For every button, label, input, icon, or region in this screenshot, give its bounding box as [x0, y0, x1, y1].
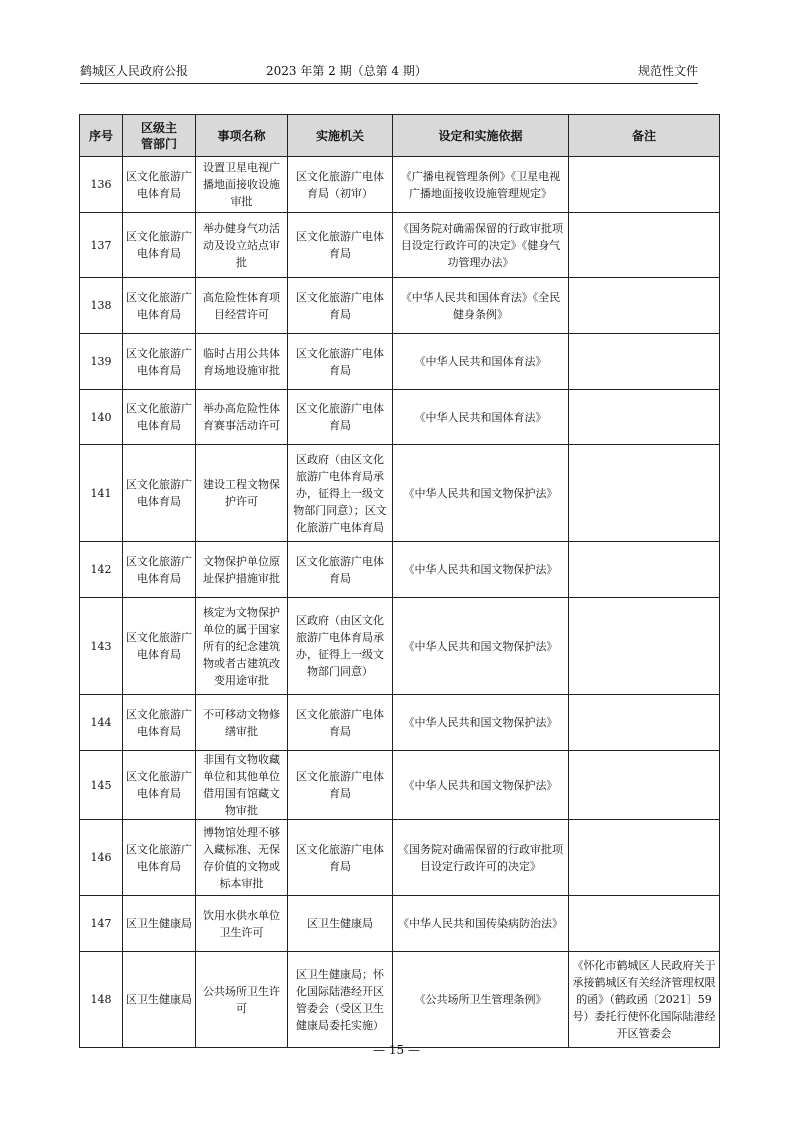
cell-department: 区卫生健康局 [123, 896, 196, 952]
cell-number: 146 [80, 820, 123, 896]
cell-basis: 《中华人民共和国体育法》 [393, 390, 569, 445]
cell-basis: 《中华人民共和国文物保护法》 [393, 751, 569, 820]
cell-department: 区文化旅游广电体育局 [123, 820, 196, 896]
cell-item: 饮用水供水单位卫生许可 [196, 896, 288, 952]
cell-note [569, 157, 720, 213]
cell-department: 区文化旅游广电体育局 [123, 334, 196, 390]
cell-note [569, 896, 720, 952]
cell-basis: 《中华人民共和国文物保护法》 [393, 542, 569, 598]
table-row [80, 542, 720, 598]
cell-note [569, 751, 720, 820]
cell-agency: 区文化旅游广电体育局 [288, 278, 393, 334]
table-row [80, 213, 720, 278]
cell-agency: 区文化旅游广电体育局 [288, 390, 393, 445]
table-row [80, 952, 720, 1048]
cell-agency: 区卫生健康局 [288, 896, 393, 952]
cell-number: 148 [80, 952, 123, 1048]
approval-items-table [79, 114, 720, 1048]
issue-number: 2023 年第 2 期（总第 4 期） [266, 64, 427, 78]
cell-agency: 区文化旅游广电体育局 [288, 213, 393, 278]
cell-department: 区文化旅游广电体育局 [123, 278, 196, 334]
cell-item: 文物保护单位原址保护措施审批 [196, 542, 288, 598]
running-header [80, 62, 698, 82]
cell-item: 核定为文物保护单位的属于国家所有的纪念建筑物或者古建筑改变用途审批 [196, 598, 288, 695]
cell-basis: 《国务院对确需保留的行政审批项目设定行政许可的决定》 [393, 820, 569, 896]
cell-note [569, 334, 720, 390]
cell-note [569, 213, 720, 278]
cell-item: 博物馆处理不够入藏标准、无保存价值的文物或标本审批 [196, 820, 288, 896]
cell-note [569, 542, 720, 598]
cell-number: 144 [80, 695, 123, 751]
cell-department: 区文化旅游广电体育局 [123, 695, 196, 751]
cell-note [569, 278, 720, 334]
column-header-agency: 实施机关 [288, 115, 393, 157]
page-number: — 15 — [373, 1043, 420, 1057]
table-row [80, 896, 720, 952]
cell-item: 临时占用公共体育场地设施审批 [196, 334, 288, 390]
cell-number: 145 [80, 751, 123, 820]
cell-basis: 《广播电视管理条例》《卫星电视广播地面接收设施管理规定》 [393, 157, 569, 213]
cell-item: 不可移动文物修缮审批 [196, 695, 288, 751]
cell-agency: 区文化旅游广电体育局 [288, 542, 393, 598]
column-header-number: 序号 [80, 115, 123, 157]
cell-number: 141 [80, 445, 123, 542]
cell-department: 区文化旅游广电体育局 [123, 157, 196, 213]
cell-basis: 《中华人民共和国传染病防治法》 [393, 896, 569, 952]
cell-department: 区卫生健康局 [123, 952, 196, 1048]
table-row [80, 278, 720, 334]
cell-item: 举办健身气功活动及设立站点审批 [196, 213, 288, 278]
table-row [80, 598, 720, 695]
cell-number: 142 [80, 542, 123, 598]
table-row [80, 820, 720, 896]
cell-item: 举办高危险性体育赛事活动许可 [196, 390, 288, 445]
cell-number: 139 [80, 334, 123, 390]
table-row [80, 695, 720, 751]
cell-agency: 区文化旅游广电体育局 [288, 751, 393, 820]
cell-department: 区文化旅游广电体育局 [123, 390, 196, 445]
column-header-item: 事项名称 [196, 115, 288, 157]
cell-basis: 《中华人民共和国文物保护法》 [393, 445, 569, 542]
cell-agency: 区政府（由区文化旅游广电体育局承办，征得上一级文物部门同意）；区文化旅游广电体育局 [288, 445, 393, 542]
table-row [80, 390, 720, 445]
cell-item: 建设工程文物保护许可 [196, 445, 288, 542]
cell-agency: 区文化旅游广电体育局 [288, 820, 393, 896]
cell-basis: 《公共场所卫生管理条例》 [393, 952, 569, 1048]
cell-basis: 《中华人民共和国体育法》 [393, 334, 569, 390]
cell-number: 136 [80, 157, 123, 213]
cell-department: 区文化旅游广电体育局 [123, 751, 196, 820]
table-row [80, 157, 720, 213]
cell-basis: 《中华人民共和国文物保护法》 [393, 695, 569, 751]
cell-agency: 区政府（由区文化旅游广电体育局承办，征得上一级文物部门同意） [288, 598, 393, 695]
cell-number: 140 [80, 390, 123, 445]
cell-department: 区文化旅游广电体育局 [123, 445, 196, 542]
cell-agency: 区文化旅游广电体育局 [288, 695, 393, 751]
cell-note: 《怀化市鹤城区人民政府关于承接鹤城区有关经济管理权限的函》（鹤政函〔2021〕59 号）委托行使怀化国际陆港经开区管委会 [569, 952, 720, 1048]
column-header-basis: 设定和实施依据 [393, 115, 569, 157]
cell-number: 143 [80, 598, 123, 695]
cell-agency: 区文化旅游广电体育局（初审） [288, 157, 393, 213]
cell-department: 区文化旅游广电体育局 [123, 598, 196, 695]
cell-item: 非国有文物收藏单位和其他单位借用国有馆藏文物审批 [196, 751, 288, 820]
cell-department: 区文化旅游广电体育局 [123, 542, 196, 598]
cell-item: 设置卫星电视广播地面接收设施审批 [196, 157, 288, 213]
section-name: 规范性文件 [637, 64, 698, 78]
cell-agency: 区卫生健康局；怀化国际陆港经开区管委会（受区卫生健康局委托实施） [288, 952, 393, 1048]
cell-basis: 《中华人民共和国文物保护法》 [393, 598, 569, 695]
cell-note [569, 445, 720, 542]
cell-number: 138 [80, 278, 123, 334]
column-header-department: 区级主管部门 [123, 115, 196, 157]
cell-department: 区文化旅游广电体育局 [123, 213, 196, 278]
cell-basis: 《中华人民共和国体育法》《全民健身条例》 [393, 278, 569, 334]
cell-item: 高危险性体育项目经营许可 [196, 278, 288, 334]
cell-item: 公共场所卫生许可 [196, 952, 288, 1048]
cell-note [569, 820, 720, 896]
cell-number: 137 [80, 213, 123, 278]
column-header-note: 备注 [569, 115, 720, 157]
header-rule [80, 83, 698, 84]
cell-basis: 《国务院对确需保留的行政审批项目设定行政许可的决定》《健身气功管理办法》 [393, 213, 569, 278]
table-row [80, 334, 720, 390]
cell-agency: 区文化旅游广电体育局 [288, 334, 393, 390]
gazette-title: 鹤城区人民政府公报 [80, 64, 189, 78]
table-header-row [80, 115, 720, 157]
table-row [80, 751, 720, 820]
cell-note [569, 598, 720, 695]
cell-note [569, 695, 720, 751]
table-row [80, 445, 720, 542]
cell-note [569, 390, 720, 445]
cell-number: 147 [80, 896, 123, 952]
